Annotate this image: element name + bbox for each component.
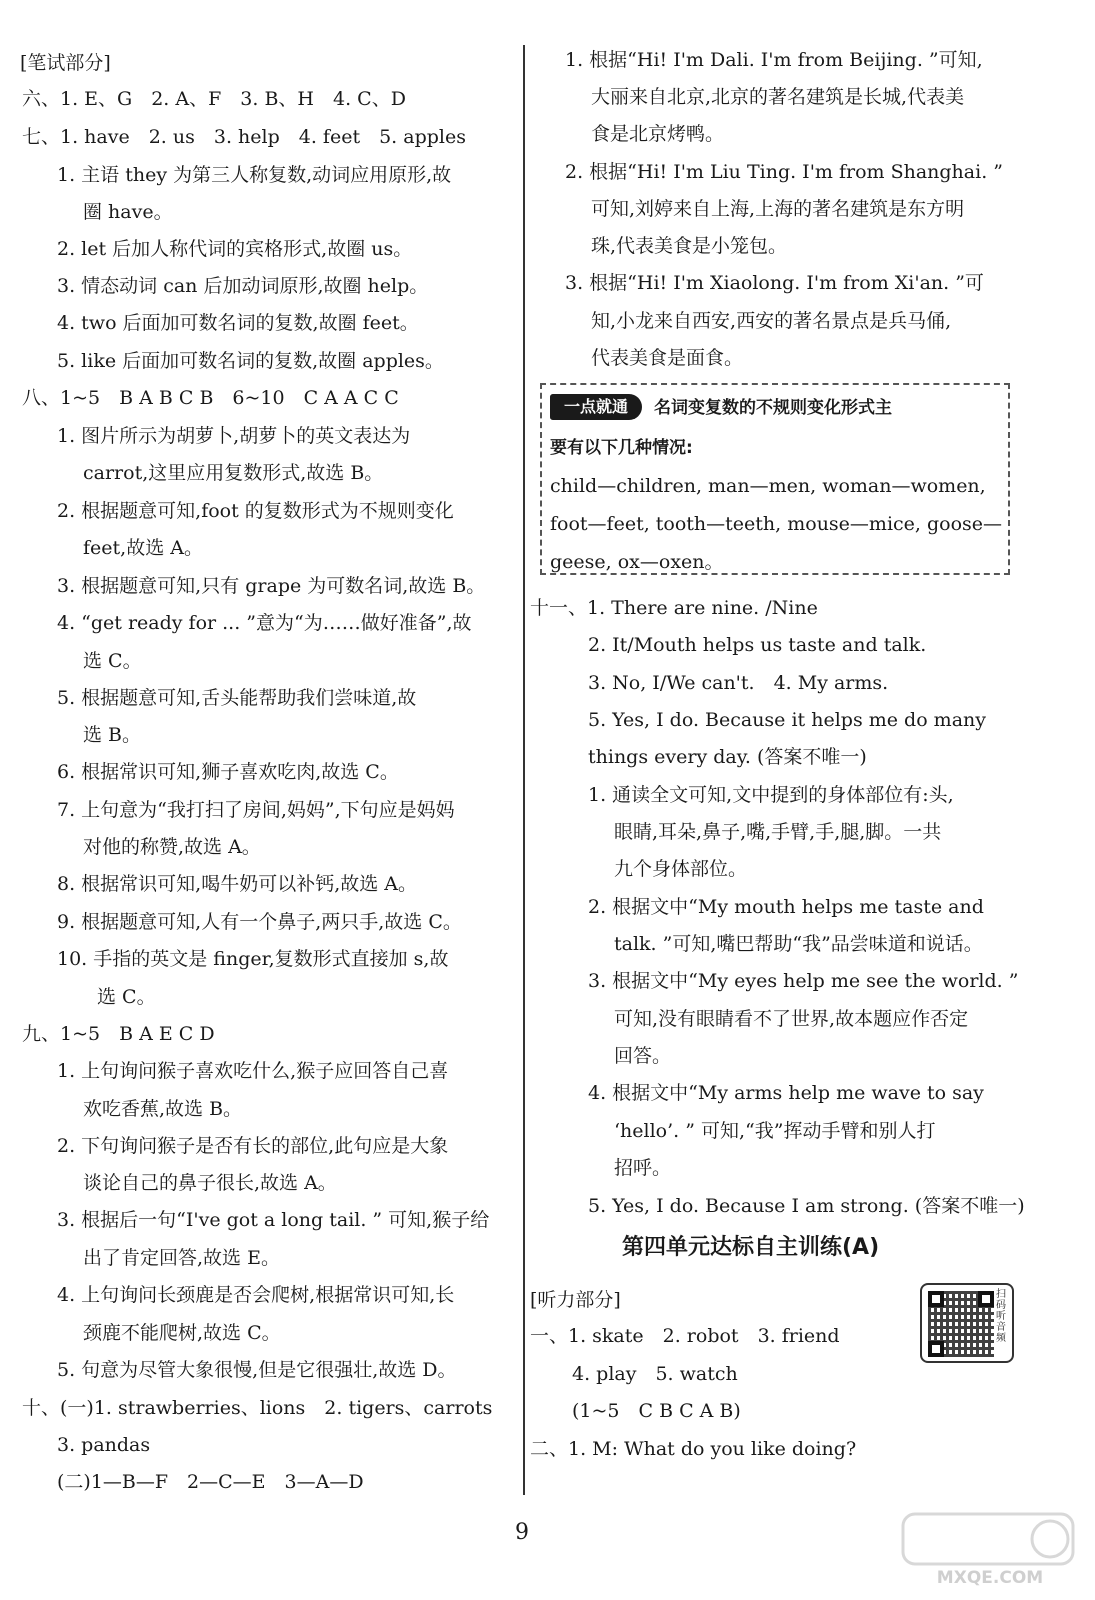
tip-line: 名词变复数的不规则变化形式主 (654, 398, 892, 418)
qr-code[interactable] (920, 1283, 1014, 1363)
text-line: [听力部分] (530, 1289, 621, 1311)
column-divider (523, 45, 525, 1495)
text-line: 选 C。 (97, 986, 156, 1008)
text-line: 七、1. have 2. us 3. help 4. feet 5. apples (22, 126, 466, 148)
text-line: 可知,没有眼睛看不了世界,故本题应作否定 (614, 1008, 969, 1030)
text-line: 3. 根据“Hi! I'm Xiaolong. I'm from Xi'an. ”可 (565, 272, 984, 294)
tip-line: child—children, man—men, woman—women, (550, 475, 986, 497)
text-line: 4. 上句询问长颈鹿是否会爬树,根据常识可知,长 (57, 1284, 455, 1306)
text-line: 5. Yes, I do. Because I am strong. (答案不唯一) (588, 1195, 1025, 1217)
tip-line: geese, ox—oxen。 (550, 551, 724, 573)
text-line: 食是北京烤鸭。 (591, 123, 725, 145)
text-line: 八、1~5 B A B C B 6~10 C A A C C (22, 387, 399, 409)
text-line: 九、1~5 B A E C D (22, 1023, 215, 1045)
text-line: 2. 根据“Hi! I'm Liu Ting. I'm from Shanghai. ” (565, 161, 1003, 183)
text-line: 2. It/Mouth helps us taste and talk. (588, 634, 927, 656)
text-line: 九个身体部位。 (614, 858, 748, 880)
text-line: feet,故选 A。 (83, 537, 203, 559)
text-line: 十一、1. There are nine. /Nine (530, 597, 818, 619)
text-line: 1. 通读全文可知,文中提到的身体部位有:头, (588, 784, 954, 806)
text-line: 4. play 5. watch (572, 1363, 738, 1385)
text-line: 3. 根据文中“My eyes help me see the world. ” (588, 970, 1019, 992)
text-line: 选 C。 (83, 650, 142, 672)
text-line: 2. 下句询问猴子是否有长的部位,此句应是大象 (57, 1135, 449, 1157)
text-line: 代表美食是面食。 (591, 347, 744, 369)
text-line: 谈论自己的鼻子很长,故选 A。 (83, 1172, 337, 1194)
text-line: 六、1. E、G 2. A、F 3. B、H 4. C、D (22, 88, 406, 110)
qr-eye-icon (928, 1291, 944, 1307)
text-line: 3. No, I/We can't. 4. My arms. (588, 672, 889, 694)
text-line: 4. two 后面加可数名词的复数,故圈 feet。 (57, 312, 419, 334)
text-line: 大丽来自北京,北京的著名建筑是长城,代表美 (591, 86, 965, 108)
text-line: 回答。 (614, 1045, 672, 1067)
qr-eye-icon (978, 1291, 994, 1307)
tip-line: foot—feet, tooth—teeth, mouse—mice, goose— (550, 513, 1003, 535)
text-line: 1. 上句询问猴子喜欢吃什么,猴子应回答自己喜 (57, 1060, 449, 1082)
text-line: 圈 have。 (83, 201, 173, 223)
text-line: 10. 手指的英文是 finger,复数形式直接加 s,故 (57, 948, 449, 970)
text-line: 出了肯定回答,故选 E。 (83, 1247, 280, 1269)
watermark-text: MXQE.COM (936, 1568, 1044, 1588)
watermark-logo (895, 1510, 1085, 1590)
text-line: 可知,刘婷来自上海,上海的著名建筑是东方明 (591, 198, 965, 220)
text-line: 2. 根据题意可知,foot 的复数形式为不规则变化 (57, 500, 454, 522)
text-line: 珠,代表美食是小笼包。 (591, 235, 788, 257)
tip-line: 要有以下几种情况: (550, 438, 693, 458)
text-line: 4. “get ready for ... ”意为“为……做好准备”,故 (57, 612, 472, 634)
text-line: 1. 图片所示为胡萝卜,胡萝卜的英文表达为 (57, 425, 411, 447)
text-line: 5. 句意为尽管大象很慢,但是它很强壮,故选 D。 (57, 1359, 457, 1381)
text-line: 二、1. M: What do you like doing? (530, 1438, 857, 1460)
text-line: ‘hello’. ” 可知,“我”挥动手臂和别人打 (614, 1120, 936, 1142)
text-line: 8. 根据常识可知,喝牛奶可以补钙,故选 A。 (57, 873, 418, 895)
text-line: things every day. (答案不唯一) (588, 746, 867, 768)
text-line: 3. 情态动词 can 后加动词原形,故圈 help。 (57, 275, 429, 297)
text-line: 5. like 后面加可数名词的复数,故圈 apples。 (57, 350, 444, 372)
text-line: (二)1—B—F 2—C—E 3—A—D (57, 1471, 364, 1493)
tip-box (540, 383, 1010, 575)
text-line: 2. let 后加人称代词的宾格形式,故圈 us。 (57, 238, 413, 260)
text-line: carrot,这里应用复数形式,故选 B。 (83, 462, 384, 484)
text-line: talk. ”可知,嘴巴帮助“我”品尝味道和说话。 (614, 933, 983, 955)
text-line: 4. 根据文中“My arms help me wave to say (588, 1082, 984, 1104)
text-line: 眼睛,耳朵,鼻子,嘴,手臂,手,腿,脚。一共 (614, 821, 942, 843)
qr-eye-icon (928, 1341, 944, 1357)
text-line: 1. 根据“Hi! I'm Dali. I'm from Beijing. ”可知, (565, 49, 983, 71)
text-line: 2. 根据文中“My mouth helps me taste and (588, 896, 984, 918)
text-line: 对他的称赞,故选 A。 (83, 836, 261, 858)
text-line: 知,小龙来自西安,西安的著名景点是兵马俑, (591, 310, 952, 332)
text-line: 选 B。 (83, 724, 142, 746)
text-line: 5. Yes, I do. Because it helps me do many (588, 709, 986, 731)
text-line: [笔试部分] (20, 52, 111, 74)
text-line: 十、(一)1. strawberries、lions 2. tigers、carrots (22, 1397, 493, 1419)
text-line: 招呼。 (614, 1157, 672, 1179)
text-line: 颈鹿不能爬树,故选 C。 (83, 1322, 281, 1344)
text-line: 6. 根据常识可知,狮子喜欢吃肉,故选 C。 (57, 761, 399, 783)
text-line: 7. 上句意为“我打扫了房间,妈妈”,下句应是妈妈 (57, 799, 455, 821)
text-line: 5. 根据题意可知,舌头能帮助我们尝味道,故 (57, 687, 417, 709)
text-line: 3. pandas (57, 1434, 151, 1456)
text-line: 3. 根据题意可知,只有 grape 为可数名词,故选 B。 (57, 575, 486, 597)
text-line: 9. 根据题意可知,人有一个鼻子,两只手,故选 C。 (57, 911, 462, 933)
section-title: 第四单元达标自主训练(A) (622, 1235, 880, 1260)
text-line: 1. 主语 they 为第三人称复数,动词应用原形,故 (57, 164, 452, 186)
text-line: 欢吃香蕉,故选 B。 (83, 1098, 243, 1120)
text-line: (1~5 C B C A B) (572, 1400, 741, 1422)
qr-label: 扫码听音频 (996, 1289, 1006, 1344)
text-line: 3. 根据后一句“I've got a long tail. ” 可知,猴子给 (57, 1209, 490, 1231)
text-line: 一、1. skate 2. robot 3. friend (530, 1325, 840, 1347)
tip-tag: 一点就通 (550, 394, 642, 420)
page-number: 9 (515, 1520, 529, 1545)
